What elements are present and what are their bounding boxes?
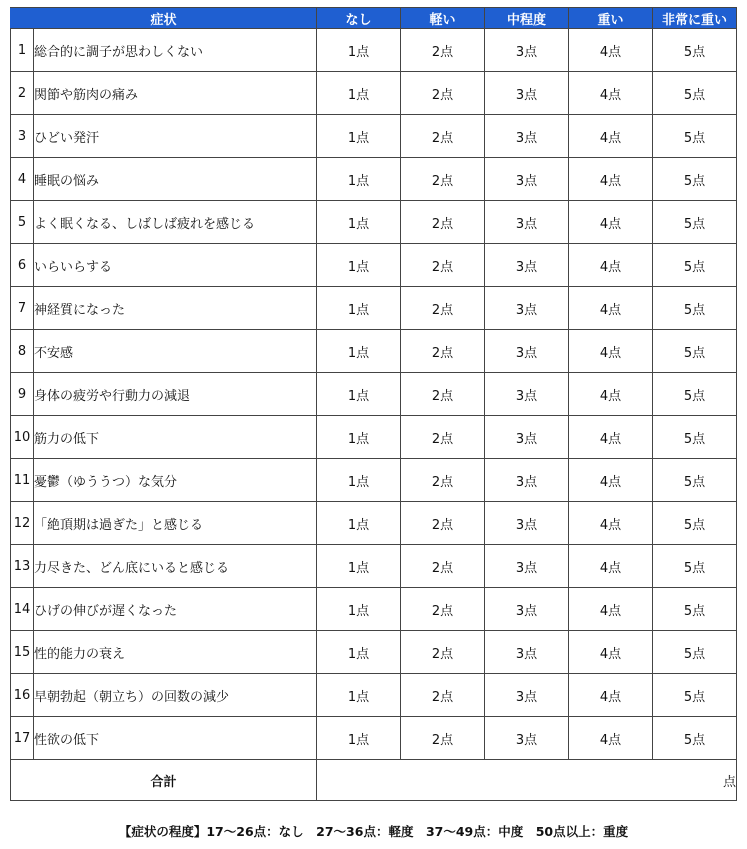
table-row: [11, 115, 737, 158]
row-number: 13: [11, 545, 34, 588]
score-cell[interactable]: 3点: [485, 201, 569, 244]
symptom-text: 憂鬱（ゆううつ）な気分: [34, 459, 317, 502]
table-row: [11, 459, 737, 502]
table-body: [11, 29, 737, 760]
score-cell[interactable]: 5点: [653, 72, 737, 115]
score-cell[interactable]: 1点: [317, 72, 401, 115]
score-cell[interactable]: 4点: [569, 244, 653, 287]
symptom-text: いらいらする: [34, 244, 317, 287]
table-row: [11, 201, 737, 244]
score-cell[interactable]: 3点: [485, 29, 569, 72]
score-cell[interactable]: 1点: [317, 158, 401, 201]
score-cell[interactable]: 1点: [317, 631, 401, 674]
total-value: 点: [317, 760, 737, 801]
row-number: 7: [11, 287, 34, 330]
score-cell[interactable]: 4点: [569, 373, 653, 416]
score-cell[interactable]: 2点: [401, 287, 485, 330]
header-row: [11, 8, 737, 29]
table-row: [11, 588, 737, 631]
score-cell[interactable]: 5点: [653, 502, 737, 545]
symptom-text: 性欲の低下: [34, 717, 317, 760]
table-row: [11, 717, 737, 760]
score-cell[interactable]: 2点: [401, 330, 485, 373]
score-cell[interactable]: 4点: [569, 330, 653, 373]
score-cell[interactable]: 3点: [485, 674, 569, 717]
score-cell[interactable]: 1点: [317, 373, 401, 416]
score-cell[interactable]: 2点: [401, 502, 485, 545]
score-cell[interactable]: 5点: [653, 416, 737, 459]
row-number: 15: [11, 631, 34, 674]
table-row: [11, 674, 737, 717]
symptom-text: 総合的に調子が思わしくない: [34, 29, 317, 72]
table-row: [11, 158, 737, 201]
score-cell[interactable]: 2点: [401, 201, 485, 244]
score-cell[interactable]: 4点: [569, 115, 653, 158]
header-level-very-severe: 非常に重い: [653, 8, 737, 29]
score-cell[interactable]: 5点: [653, 244, 737, 287]
table-row: [11, 373, 737, 416]
symptom-score-table: [10, 7, 737, 801]
score-cell[interactable]: 4点: [569, 201, 653, 244]
score-cell[interactable]: 3点: [485, 115, 569, 158]
score-cell[interactable]: 1点: [317, 545, 401, 588]
score-cell[interactable]: 3点: [485, 631, 569, 674]
score-cell[interactable]: 5点: [653, 201, 737, 244]
score-cell[interactable]: 5点: [653, 588, 737, 631]
row-number: 12: [11, 502, 34, 545]
header-level-moderate: 中程度: [485, 8, 569, 29]
row-number: 9: [11, 373, 34, 416]
score-cell[interactable]: 2点: [401, 72, 485, 115]
header-level-mild: 軽い: [401, 8, 485, 29]
row-number: 11: [11, 459, 34, 502]
score-cell[interactable]: 4点: [569, 502, 653, 545]
score-cell[interactable]: 3点: [485, 330, 569, 373]
symptom-text: 力尽きた、どん底にいると感じる: [34, 545, 317, 588]
symptom-text: 性的能力の衰え: [34, 631, 317, 674]
symptom-text: 神経質になった: [34, 287, 317, 330]
score-cell[interactable]: 4点: [569, 588, 653, 631]
row-number: 10: [11, 416, 34, 459]
score-cell[interactable]: 3点: [485, 588, 569, 631]
score-cell[interactable]: 1点: [317, 717, 401, 760]
score-cell[interactable]: 1点: [317, 416, 401, 459]
score-cell[interactable]: 5点: [653, 631, 737, 674]
row-number: 8: [11, 330, 34, 373]
score-cell[interactable]: 5点: [653, 373, 737, 416]
score-cell[interactable]: 1点: [317, 459, 401, 502]
score-cell[interactable]: 4点: [569, 287, 653, 330]
score-cell[interactable]: 5点: [653, 674, 737, 717]
score-cell[interactable]: 4点: [569, 158, 653, 201]
score-cell[interactable]: 4点: [569, 72, 653, 115]
score-cell[interactable]: 1点: [317, 201, 401, 244]
table-row: [11, 72, 737, 115]
score-cell[interactable]: 1点: [317, 287, 401, 330]
score-cell[interactable]: 3点: [485, 244, 569, 287]
row-number: 2: [11, 72, 34, 115]
score-cell[interactable]: 5点: [653, 287, 737, 330]
severity-legend: 【症状の程度】17〜26点：なし 27〜36点：軽度 37〜49点：中度 50点以上：重度: [118, 824, 629, 839]
score-cell[interactable]: 5点: [653, 459, 737, 502]
score-cell[interactable]: 3点: [485, 502, 569, 545]
row-number: 4: [11, 158, 34, 201]
symptom-text: 筋力の低下: [34, 416, 317, 459]
score-cell[interactable]: 1点: [317, 244, 401, 287]
score-cell[interactable]: 2点: [401, 717, 485, 760]
score-cell[interactable]: 5点: [653, 330, 737, 373]
score-cell[interactable]: 5点: [653, 545, 737, 588]
score-cell[interactable]: 4点: [569, 631, 653, 674]
row-number: 5: [11, 201, 34, 244]
table-row: [11, 631, 737, 674]
table-row: [11, 502, 737, 545]
score-cell[interactable]: 4点: [569, 545, 653, 588]
total-row: [11, 760, 737, 801]
symptom-text: ひげの伸びが遅くなった: [34, 588, 317, 631]
score-cell[interactable]: 2点: [401, 29, 485, 72]
score-cell[interactable]: 1点: [317, 29, 401, 72]
score-cell[interactable]: 2点: [401, 631, 485, 674]
score-cell[interactable]: 4点: [569, 717, 653, 760]
table-row: [11, 330, 737, 373]
table-row: [11, 416, 737, 459]
score-cell[interactable]: 3点: [485, 373, 569, 416]
score-cell[interactable]: 4点: [569, 416, 653, 459]
score-cell[interactable]: 2点: [401, 674, 485, 717]
row-number: 16: [11, 674, 34, 717]
score-cell[interactable]: 2点: [401, 115, 485, 158]
table-row: [11, 287, 737, 330]
table-row: [11, 545, 737, 588]
score-cell[interactable]: 3点: [485, 287, 569, 330]
score-cell[interactable]: 5点: [653, 717, 737, 760]
score-cell[interactable]: 2点: [401, 158, 485, 201]
symptom-text: よく眠くなる、しばしば疲れを感じる: [34, 201, 317, 244]
symptom-text: 関節や筋肉の痛み: [34, 72, 317, 115]
score-cell[interactable]: 3点: [485, 416, 569, 459]
row-number: 6: [11, 244, 34, 287]
score-cell[interactable]: 5点: [653, 115, 737, 158]
header-symptom: 症状: [11, 8, 317, 29]
symptom-text: ひどい発汗: [34, 115, 317, 158]
symptom-text: 「絶頂期は過ぎた」と感じる: [34, 502, 317, 545]
score-cell[interactable]: 2点: [401, 244, 485, 287]
score-cell[interactable]: 1点: [317, 330, 401, 373]
score-cell[interactable]: 1点: [317, 674, 401, 717]
score-cell[interactable]: 3点: [485, 158, 569, 201]
score-cell[interactable]: 5点: [653, 158, 737, 201]
row-number: 3: [11, 115, 34, 158]
score-cell[interactable]: 4点: [569, 29, 653, 72]
score-cell[interactable]: 5点: [653, 29, 737, 72]
score-cell[interactable]: 4点: [569, 459, 653, 502]
score-cell[interactable]: 3点: [485, 545, 569, 588]
score-cell[interactable]: 1点: [317, 588, 401, 631]
score-cell[interactable]: 1点: [317, 115, 401, 158]
symptom-text: 睡眠の悩み: [34, 158, 317, 201]
table-row: [11, 244, 737, 287]
row-number: 17: [11, 717, 34, 760]
score-cell[interactable]: 2点: [401, 459, 485, 502]
header-level-none: なし: [317, 8, 401, 29]
score-cell[interactable]: 4点: [569, 674, 653, 717]
header-level-severe: 重い: [569, 8, 653, 29]
score-cell[interactable]: 2点: [401, 416, 485, 459]
score-cell[interactable]: 2点: [401, 373, 485, 416]
score-cell[interactable]: 3点: [485, 459, 569, 502]
table-row: [11, 29, 737, 72]
score-cell[interactable]: 1点: [317, 502, 401, 545]
row-number: 1: [11, 29, 34, 72]
symptom-text: 早朝勃起（朝立ち）の回数の減少: [34, 674, 317, 717]
symptom-text: 身体の疲労や行動力の減退: [34, 373, 317, 416]
score-cell[interactable]: 2点: [401, 545, 485, 588]
score-cell[interactable]: 3点: [485, 717, 569, 760]
score-cell[interactable]: 3点: [485, 72, 569, 115]
symptom-text: 不安感: [34, 330, 317, 373]
row-number: 14: [11, 588, 34, 631]
score-cell[interactable]: 2点: [401, 588, 485, 631]
total-label: 合計: [11, 760, 317, 801]
